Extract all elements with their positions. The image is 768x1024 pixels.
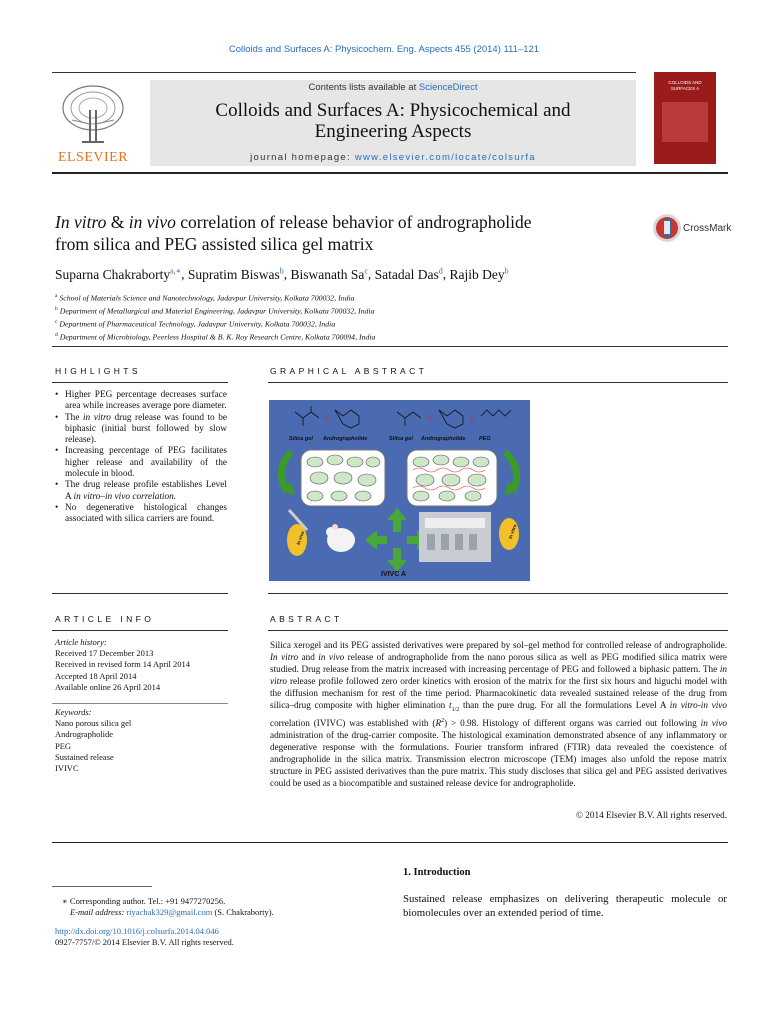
footnotes <box>62 896 382 918</box>
author-affil-link[interactable]: b <box>504 266 509 275</box>
history-label: Article history: <box>55 637 107 647</box>
history-item: Received 17 December 2013 <box>55 648 154 659</box>
header-top-rule <box>52 72 636 73</box>
author-affil-link[interactable]: d <box>438 266 443 275</box>
graphical-abstract-figure <box>269 400 530 581</box>
keyword-item: IVIVC <box>55 763 79 774</box>
highlight-item: • Increasing percentage of PEG facilitates higher release and availability of the molecule in blood. <box>55 446 227 480</box>
homepage-link[interactable]: www.elsevier.com/locate/colsurfa <box>354 152 536 163</box>
abstract-heading: ABSTRACT <box>270 614 343 624</box>
abstract-rule <box>268 630 728 631</box>
crossmark-label: CrossMark <box>683 223 732 234</box>
history-item: Received in revised form 14 April 2014 <box>55 659 191 670</box>
doi-block <box>55 926 375 948</box>
graphical-abstract-heading: GRAPHICAL ABSTRACT <box>270 366 428 376</box>
keywords-rule <box>52 703 228 704</box>
author-name: Satadal Das <box>374 266 439 282</box>
author-list: Suparna Chakraborty$^{a,∗}$, Supratim Biswas$^b$, Biswanath Sa$^c$, Satadal Das$^d$, Rajib Dey$^b$ <box>55 266 509 282</box>
email-label: E-mail address: <box>70 907 127 918</box>
highlight-item: • The in vitro drug release was found to be biphasic (initial burst followed by slow release). <box>55 413 227 447</box>
ga-label-peg: PEG <box>479 436 491 442</box>
plus-sign: + <box>323 414 329 425</box>
article-title <box>55 211 635 255</box>
plus-sign: + <box>427 414 433 425</box>
article-history <box>55 637 227 693</box>
article-info-rule <box>52 630 228 631</box>
author-5[interactable] <box>450 267 509 282</box>
abstract-copyright: © 2014 Elsevier B.V. All rights reserved. <box>576 810 727 820</box>
keyword-item: Andrographolide <box>55 729 114 740</box>
affiliation-item <box>55 317 655 330</box>
author-4[interactable] <box>375 267 443 282</box>
highlight-item: • No degenerative histological changes associated with silica carriers are found. <box>55 503 227 526</box>
ga-label-andrographolide-1: Andrographolide <box>323 436 368 442</box>
abstract-bottom-rule <box>52 842 728 843</box>
title-in-vitro: In vitro <box>55 212 107 232</box>
cover-title: COLLOIDS AND SURFACES A <box>668 80 702 91</box>
affiliation-item <box>55 291 655 304</box>
author-3[interactable] <box>290 267 367 282</box>
email-link[interactable]: riyachak329@gmail.com <box>126 907 213 918</box>
highlight-item: • Higher PEG percentage decreases surface area while increases average pore diameter. <box>55 390 227 413</box>
title-amp: & <box>106 212 129 232</box>
plus-sign: + <box>469 414 475 425</box>
article-info-top-rule <box>52 593 228 594</box>
history-item: Accepted 18 April 2014 <box>55 670 137 681</box>
affiliation-marker: c <box>55 319 58 326</box>
contents-line <box>150 82 636 93</box>
sciencedirect-link[interactable]: ScienceDirect <box>418 82 478 93</box>
doi-link[interactable]: http://dx.doi.org/10.1016/j.colsurfa.2014.04.046 <box>55 926 219 936</box>
affiliation-text: Department of Pharmaceutical Technology, Jadavpur University, Kolkata 700032, India <box>59 319 336 329</box>
affiliation-text: Department of Metallurgical and Material Engineering, Jadavpur University, Kolkata 700032, India <box>59 306 375 316</box>
author-2[interactable] <box>188 267 284 282</box>
affiliation-item <box>55 330 655 343</box>
history-item: Available online 26 April 2014 <box>55 681 161 692</box>
author-name: Suparna Chakraborty <box>55 266 171 282</box>
highlights-rule <box>52 382 228 383</box>
author-name: Biswanath Sa <box>290 266 365 282</box>
issn-line: 0927-7757/© 2014 Elsevier B.V. All rights reserved. <box>55 937 234 948</box>
crossmark-badge[interactable] <box>652 212 732 246</box>
contents-prefix: Contents lists available at <box>308 82 419 93</box>
header-bottom-rule <box>52 172 728 174</box>
affiliation-item <box>55 304 655 317</box>
journal-cover-thumbnail[interactable] <box>654 72 716 164</box>
title-in-vivo: in vivo <box>128 212 176 232</box>
journal-homepage <box>150 152 636 163</box>
footnote-rule <box>52 886 152 887</box>
ga-label-andrographolide-2: Andrographolide <box>421 436 466 442</box>
author-1[interactable] <box>55 267 181 282</box>
keyword-item: PEG <box>55 740 72 751</box>
affiliation-text: Department of Microbiology, Peerless Hospital & B. K. Roy Research Centre, Kolkata 700094, India <box>59 332 376 342</box>
ga-label-in-vivo: In vivo <box>295 530 306 546</box>
email-suffix: (S. Chakraborty). <box>212 907 274 918</box>
affiliation-text: School of Materials Science and Nanotechnology, Jadavpur University, Kolkata 700032, India <box>59 293 355 303</box>
ga-label-ivivc: IVIVC A <box>381 571 407 578</box>
keyword-item: Nano porous silica gel <box>55 718 132 729</box>
author-affil-link[interactable]: b <box>279 266 284 275</box>
journal-title-line2: Engineering Aspects <box>314 121 472 142</box>
highlights-list <box>55 390 227 526</box>
graphical-abstract-rule <box>268 382 728 383</box>
keywords <box>55 707 227 774</box>
journal-title-line1: Colloids and Surfaces A: Physicochemical and <box>215 100 571 121</box>
affiliation-marker: b <box>55 306 58 313</box>
highlight-item: • The drug release profile establishes Level A in vitro–in vivo correlation. <box>55 480 227 503</box>
introduction-heading: 1. Introduction <box>403 867 471 878</box>
ga-label-in-vitro: In vitro <box>507 523 518 540</box>
abstract-top-rule <box>268 593 728 594</box>
affiliation-list <box>55 291 655 343</box>
journal-citation[interactable]: Colloids and Surfaces A: Physicochem. Eng. Aspects 455 (2014) 111–121 <box>228 44 540 55</box>
publisher-name: ELSEVIER <box>57 150 129 165</box>
graphical-abstract-image[interactable] <box>269 400 530 581</box>
highlights-heading: HIGHLIGHTS <box>55 366 141 376</box>
keyword-item: Sustained release <box>55 751 114 762</box>
author-name: Supratim Biswas <box>187 266 280 282</box>
cover-artwork <box>662 102 708 142</box>
affiliation-marker: a <box>55 293 58 299</box>
abstract-text: Silica xerogel and its PEG assisted derivatives were prepared by sol–gel method for controlled release of andrographolide. In vitro and in vivo release of andrographolide from the nano porous silica as well as PEG modified silica matrix were studied. Drug release from the matrix increased with increasing percentage of PEG and followed a biphasic pattern. The in vitro release profile followed zero order kinetics with erosion of the matrix for the first six hours and higuchi model with the diffusion mechanism for rest of the time period. Pharmacokinetic data revealed sustained release of the drug from silica–drug composite with higher elimination $t_{1/2}$ than the pure drug. For all the formulations Level A in vitro-in vivo correlation (IVIVC) was established with $(R^2) > 0.98$. Histology of different organs was carried out following in vivo administration of the drug-carrier composite. The histological examination demonstrated absence of any inflammatory or degenerative response with the formulations. Fourier transform infrared (FTIR) data revealed the coexistence of andrographolide in the silica matrix. Transmission electron microscope (TEM) images also unfold the repose matrix structure in PEG assisted derivatives than the pure matrix. This study discloses that silica gel and PEG assisted derivatives could be used as a biocompatible and sustained release device for andrographolide. <box>270 640 728 788</box>
author-affil-link[interactable]: c <box>364 266 368 275</box>
crossmark-icon <box>652 212 682 244</box>
ga-label-silica-gel-2: Silica gel <box>389 436 413 442</box>
article-info-heading: ARTICLE INFO <box>55 614 155 624</box>
author-affil-link[interactable]: a,∗ <box>170 266 182 275</box>
elsevier-logo <box>52 80 134 165</box>
keywords-label: Keywords: <box>55 707 92 717</box>
affiliation-marker: d <box>55 332 58 339</box>
title-rest: correlation of release behavior of andrographolide <box>175 212 532 232</box>
introduction-text: Sustained release emphasizes on delivering therapeutic molecule or biomolecules over an extended period of time. <box>403 893 727 919</box>
affil-bottom-rule <box>52 346 728 347</box>
ga-label-silica-gel-1: Silica gel <box>289 436 313 442</box>
author-name: Rajib Dey <box>449 266 505 282</box>
journal-title <box>150 100 636 142</box>
homepage-prefix: journal homepage: <box>250 152 355 163</box>
corresponding-author: ∗ Corresponding author. Tel.: +91 9477270256. <box>62 896 226 906</box>
title-line2: from silica and PEG assisted silica gel matrix <box>55 234 374 254</box>
